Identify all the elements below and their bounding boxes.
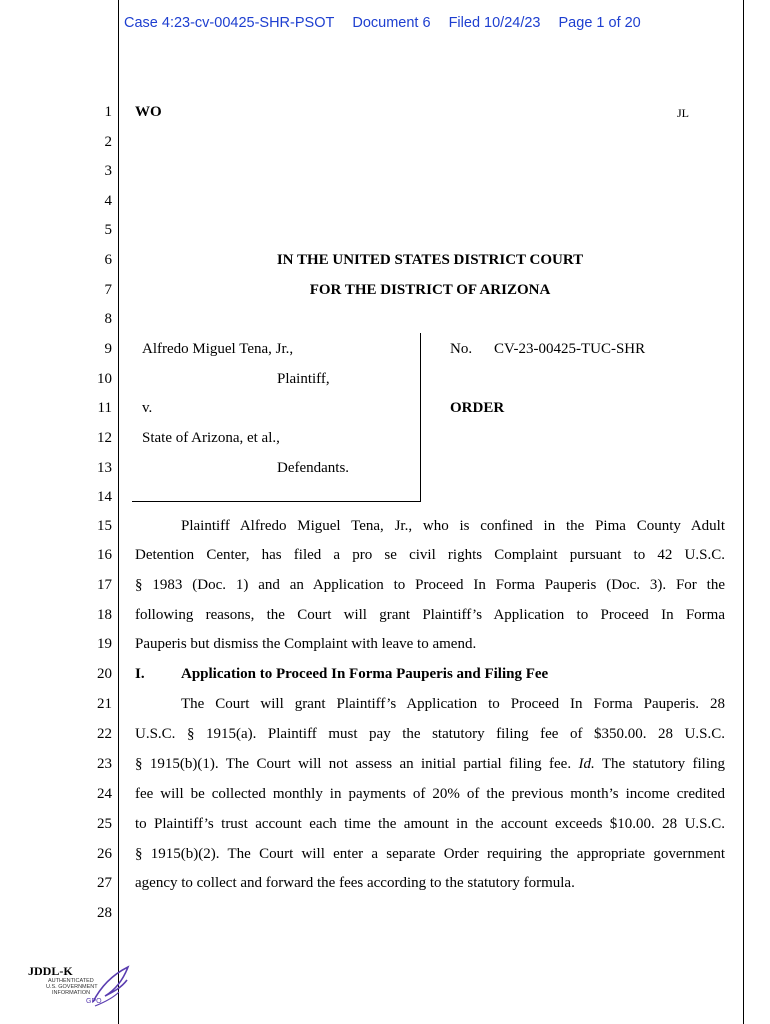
line-number: 22 xyxy=(97,726,112,742)
body-line: § 1983 (Doc. 1) and an Application to Proceed In Forma Pauperis (Doc. 3). For the xyxy=(135,577,725,593)
header-stamp xyxy=(124,15,655,31)
seal-text: INFORMATION xyxy=(52,990,91,996)
case-number-stamp: Case 4:23-cv-00425-SHR-PSOT xyxy=(124,15,335,31)
line-number: 24 xyxy=(97,786,112,802)
wo-code: WO xyxy=(135,104,162,120)
right-margin-rule xyxy=(743,0,744,1024)
line-number: 13 xyxy=(97,460,112,476)
court-name: IN THE UNITED STATES DISTRICT COURT xyxy=(276,252,584,268)
line-number: 12 xyxy=(97,430,112,446)
line-number: 9 xyxy=(104,341,112,357)
line-number: 2 xyxy=(104,134,112,150)
caption-divider-horizontal xyxy=(132,501,420,502)
plaintiff-name: Alfredo Miguel Tena, Jr., xyxy=(142,341,294,357)
line-number: 11 xyxy=(97,400,112,416)
page-count-stamp: Page 1 of 20 xyxy=(558,15,641,31)
case-no: CV-23-00425-TUC-SHR xyxy=(494,341,646,357)
defendant-role: Defendants. xyxy=(277,460,350,476)
line-number: 20 xyxy=(97,666,112,682)
line-number: 14 xyxy=(97,489,112,505)
seal-text: GPO xyxy=(86,998,102,1005)
body-line: U.S.C. § 1915(a). Plaintiff must pay the statutory filing fee of $350.00. 28 U.S.C. xyxy=(135,726,725,742)
body-line: following reasons, the Court will grant Plaintiff’s Application to Proceed In Forma xyxy=(135,607,725,623)
line-number: 6 xyxy=(104,252,112,268)
body-line: agency to collect and forward the fees according to the statutory formula. xyxy=(135,875,575,891)
versus: v. xyxy=(142,400,153,416)
gpo-authentication-seal xyxy=(28,962,138,1014)
line-number: 5 xyxy=(104,222,112,238)
line-number: 10 xyxy=(97,371,112,387)
body-line: Detention Center, has filed a pro se civil rights Complaint pursuant to 42 U.S.C. xyxy=(135,547,725,563)
body-line: The Court will grant Plaintiff’s Application to Proceed In Forma Pauperis. 28 xyxy=(181,696,725,712)
document-number-stamp: Document 6 xyxy=(352,15,431,31)
left-margin-rule xyxy=(118,0,119,1024)
body-line: Plaintiff Alfredo Miguel Tena, Jr., who is confined in the Pima County Adult xyxy=(181,518,725,534)
document-title: ORDER xyxy=(450,400,505,416)
body-line: § 1915(b)(2). The Court will enter a separate Order requiring the appropriate government xyxy=(135,846,725,862)
body-line: § 1915(b)(1). The Court will not assess an initial partial filing fee. Id. The statutory filing xyxy=(135,756,726,772)
line-number: 28 xyxy=(97,905,112,921)
line-number: 8 xyxy=(104,311,112,327)
line-number: 19 xyxy=(97,636,112,652)
line-number: 1 xyxy=(104,104,112,120)
line-number: 21 xyxy=(97,696,112,712)
footer-code: JDDL-K xyxy=(28,964,73,978)
section-title: Application to Proceed In Forma Pauperis and Filing Fee xyxy=(181,666,549,682)
line-number: 25 xyxy=(97,816,112,832)
court-district: FOR THE DISTRICT OF ARIZONA xyxy=(309,282,551,298)
seal-text: AUTHENTICATED xyxy=(48,978,94,984)
caption-divider-vertical xyxy=(420,333,421,502)
body-line: to Plaintiff’s trust account each time the amount in the account exceeds $10.00. 28 U.S.C. xyxy=(135,816,725,832)
jl-code: JL xyxy=(677,106,689,120)
body-line: fee will be collected monthly in payments of 20% of the previous month’s income credited xyxy=(135,786,725,802)
eagle-seal-icon xyxy=(83,962,133,1012)
line-number: 4 xyxy=(104,193,112,209)
body-line: Pauperis but dismiss the Complaint with leave to amend. xyxy=(135,636,477,652)
line-number: 23 xyxy=(97,756,112,772)
line-number: 17 xyxy=(97,577,112,593)
line-number: 26 xyxy=(97,846,112,862)
line-number: 18 xyxy=(97,607,112,623)
line-number: 7 xyxy=(104,282,112,298)
line-number: 16 xyxy=(97,547,112,563)
defendant-name: State of Arizona, et al., xyxy=(142,430,280,446)
line-number: 3 xyxy=(104,163,112,179)
filed-date-stamp: Filed 10/24/23 xyxy=(448,15,541,31)
case-no-label: No. xyxy=(450,341,473,357)
plaintiff-role: Plaintiff, xyxy=(277,371,330,387)
section-number: I. xyxy=(135,666,145,682)
seal-text: U.S. GOVERNMENT xyxy=(46,984,98,990)
line-number: 27 xyxy=(97,875,112,891)
line-number: 15 xyxy=(97,518,112,534)
